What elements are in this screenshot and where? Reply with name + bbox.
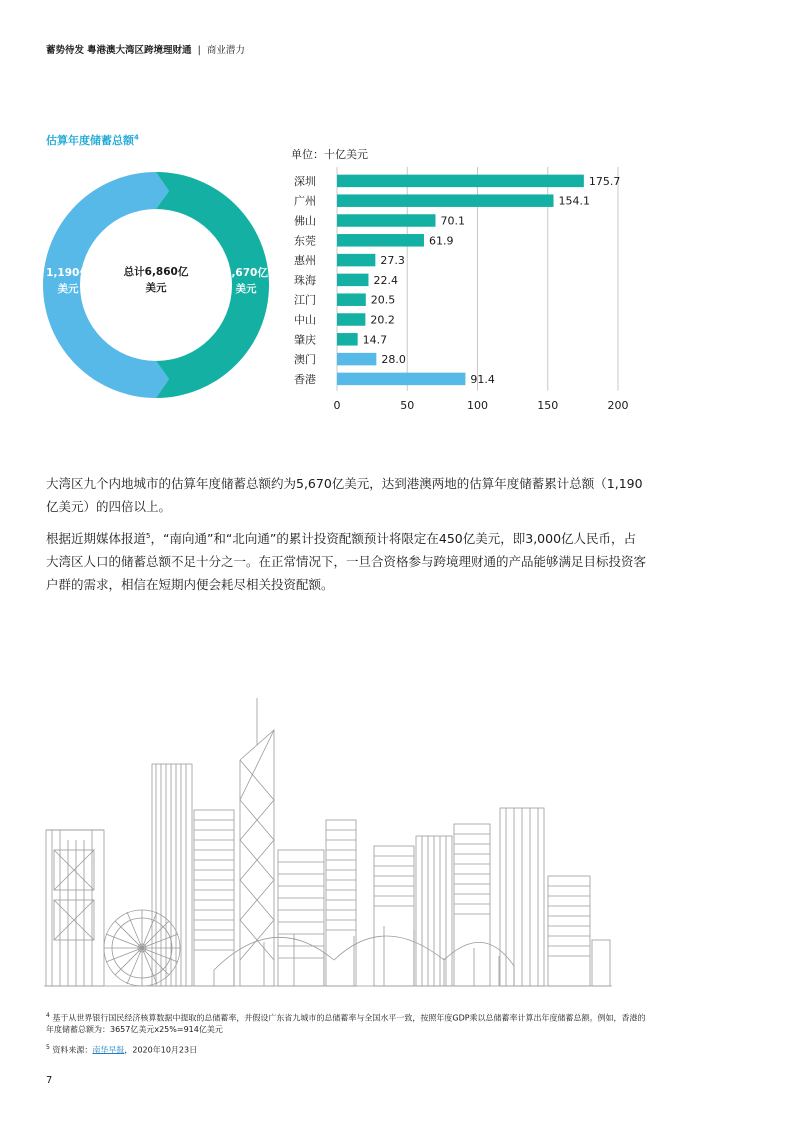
value-label: 27.3 [380,254,405,268]
donut-center-line1: 总计6,860亿 [123,266,189,278]
para2-footnote-ref: 5 [146,532,151,540]
category-label: 江门 [294,293,316,307]
bar [337,333,358,346]
donut-chart [36,168,270,402]
category-label: 香港 [294,372,316,386]
header-title-part1: 蓄势待发 [46,45,85,56]
value-label: 91.4 [470,372,495,386]
donut-right-line2: 美元 [235,283,257,295]
value-label: 61.9 [428,234,454,248]
donut-left-line1: 1,190亿 [46,267,90,279]
footnote-5-prefix: 资料来源： [52,1045,93,1055]
page-number: 7 [46,1075,53,1086]
value-label: 20.5 [370,293,396,307]
donut-title-text: 估算年度储蓄总额 [46,134,134,147]
header-separator: | [197,45,201,56]
value-label: 154.1 [558,194,591,208]
x-tick-label: 200 [607,398,629,412]
footnote-4-text: 基于从世界银行国民经济核算数据中提取的总储蓄率，并假设广东省九城市的总储蓄率与全国水平一致，按照年度GDP乘以总储蓄率计算出年度储蓄总额。例如，香港的年度储蓄总额为：3657亿美元x25%=914亿美元 [46,1013,646,1034]
donut-right-line1: 5,670亿 [224,267,268,279]
category-label: 珠海 [294,273,316,287]
footnotes [46,1010,646,1062]
category-label: 澳门 [294,353,316,367]
footnote-5-number: 5 [46,1043,50,1051]
category-label: 佛山 [294,214,316,228]
body-paragraph-2 [46,525,646,596]
x-tick-label: 100 [467,398,488,412]
category-label: 广州 [294,194,316,208]
bar [337,373,465,386]
bar [337,313,365,326]
footnote-4-number: 4 [46,1012,50,1019]
donut-title [46,132,139,148]
value-label: 20.2 [370,313,395,327]
category-label: 深圳 [294,174,316,188]
bar [337,254,375,267]
body-paragraph-1: 大湾区九个内地城市的估算年度储蓄总额约为5,670亿美元，达到港澳两地的估算年度储蓄累计总额（1,190亿美元）的四倍以上。 [46,476,643,514]
header-title-part2: 粤港澳大湾区跨境理财通 [87,45,192,56]
x-tick-label: 150 [537,398,559,412]
bar [337,194,554,207]
page-header [46,42,245,56]
footnote-4 [46,1010,646,1035]
category-label: 中山 [294,313,316,327]
donut-center-label [108,264,204,296]
donut-left-line2: 美元 [57,283,79,295]
value-label: 175.7 [588,174,621,188]
footnote-5 [46,1042,646,1056]
value-label: 28.0 [381,353,406,367]
donut-left-label [42,265,94,297]
donut-center-line2: 美元 [145,282,167,294]
footnote-5-source-link[interactable]: 南华早报 [92,1045,125,1055]
para2-text-b: ，“南向通”和“北向通”的累计投资配额预计将限定在450亿美元，即3,000亿人民币，占大湾区人口的储蓄总额不足十分之一。在正常情况下，一旦合资格参与跨境理财通的产品能够满足目标投资客户群的需求，相信在短期内便会耗尽相关投资配额。 [46,531,647,593]
x-tick-label: 0 [333,398,341,412]
category-label: 肇庆 [294,333,316,347]
para2-text-a: 根据近期媒体报道 [46,531,147,547]
value-label: 14.7 [362,333,388,347]
donut-title-footnote-ref: 4 [134,133,139,142]
bar [337,353,376,366]
city-skyline-illustration [44,690,616,990]
bar-chart-unit-label: 单位：十亿美元 [291,148,368,161]
header-section: 商业潜力 [206,45,245,56]
bar [337,274,368,287]
value-label: 22.4 [373,273,398,287]
bar [337,175,584,188]
value-label: 70.1 [440,214,465,228]
bar [337,293,366,306]
bar-chart [280,160,650,426]
bar [337,214,435,227]
donut-right-label [218,265,274,297]
category-label: 东莞 [294,234,316,248]
x-tick-label: 50 [400,398,415,412]
category-label: 惠州 [294,254,316,268]
footnote-5-suffix: ，2020年10月23日 [124,1045,198,1055]
bar [337,234,424,247]
